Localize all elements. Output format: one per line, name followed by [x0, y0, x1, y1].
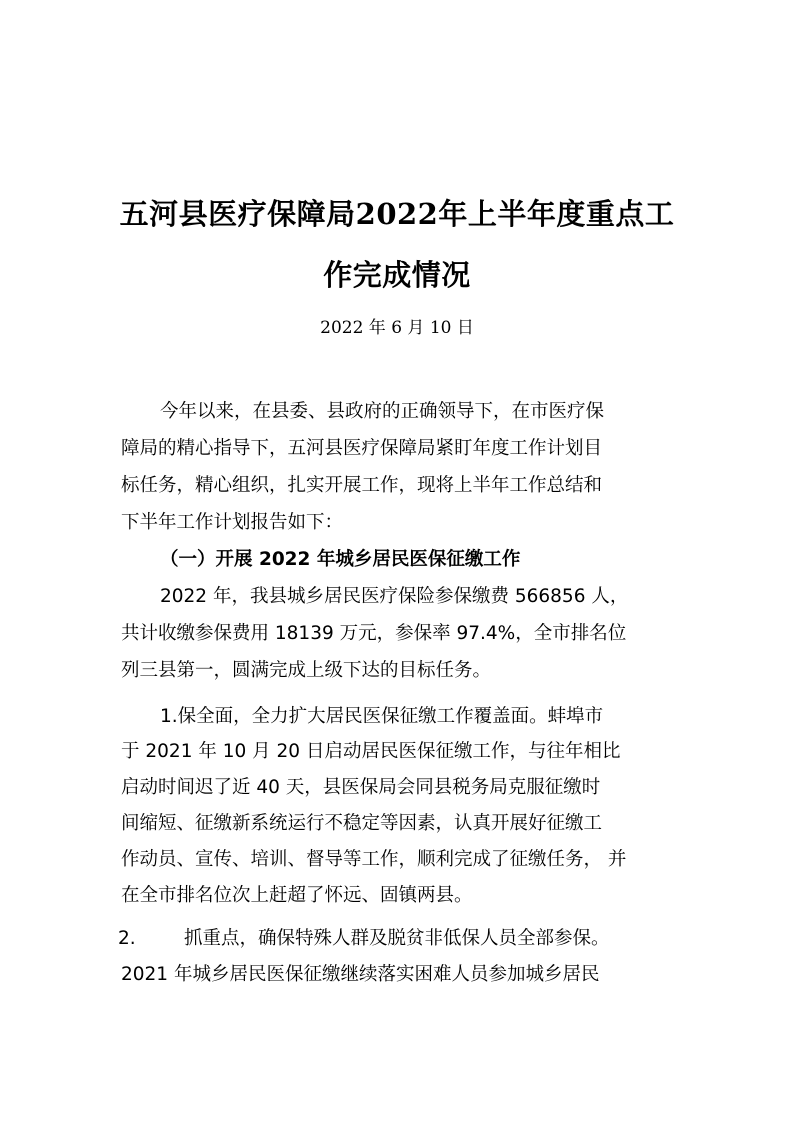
body-line: 作动员、宣传、培训、督导等工作，顺利完成了征缴任务， 并 — [121, 849, 627, 870]
section-heading: （一）开展 2022 年城乡居民医保征缴工作 — [160, 549, 521, 570]
body-line: 启动时间迟了近 40 天，县医保局会同县税务局克服征缴时 — [121, 777, 601, 798]
body-line: 障局的精心指导下，五河县医疗保障局紧盯年度工作计划目 — [121, 438, 603, 459]
body-line: 2021 年城乡居民医保征缴继续落实困难人员参加城乡居民 — [121, 964, 600, 985]
body-line: 抓重点，确保特殊人群及脱贫非低保人员全部参保。 — [184, 928, 610, 949]
document-title-line-2: 作完成情况 — [323, 258, 471, 292]
body-line: 于 2021 年 10 月 20 日启动居民医保征缴工作，与往年相比 — [121, 741, 621, 762]
body-line: 共计收缴参保费用 18139 万元，参保率 97.4%，全市排名位 — [121, 623, 627, 644]
document-date: 2022 年 6 月 10 日 — [320, 318, 474, 338]
body-line: 今年以来，在县委、县政府的正确领导下，在市医疗保 — [160, 401, 605, 422]
body-line: 2022 年，我县城乡居民医疗保险参保缴费 566856 人， — [160, 586, 629, 607]
list-number: 2. — [118, 928, 136, 949]
body-line: 在全市排名位次上赶超了怀远、固镇两县。 — [121, 885, 473, 906]
body-line: 标任务，精心组织，扎实开展工作，现将上半年工作总结和 — [121, 475, 603, 496]
document-title-line-1: 五河县医疗保障局2022年上半年度重点工 — [119, 197, 675, 231]
body-line: 列三县第一，圆满完成上级下达的目标任务。 — [121, 660, 492, 681]
body-line: 间缩短、征缴新系统运行不稳定等因素，认真开展好征缴工 — [121, 813, 603, 834]
body-line: 下半年工作计划报告如下： — [121, 512, 344, 533]
body-line: 1.保全面，全力扩大居民医保征缴工作覆盖面。蚌埠市 — [160, 706, 604, 727]
